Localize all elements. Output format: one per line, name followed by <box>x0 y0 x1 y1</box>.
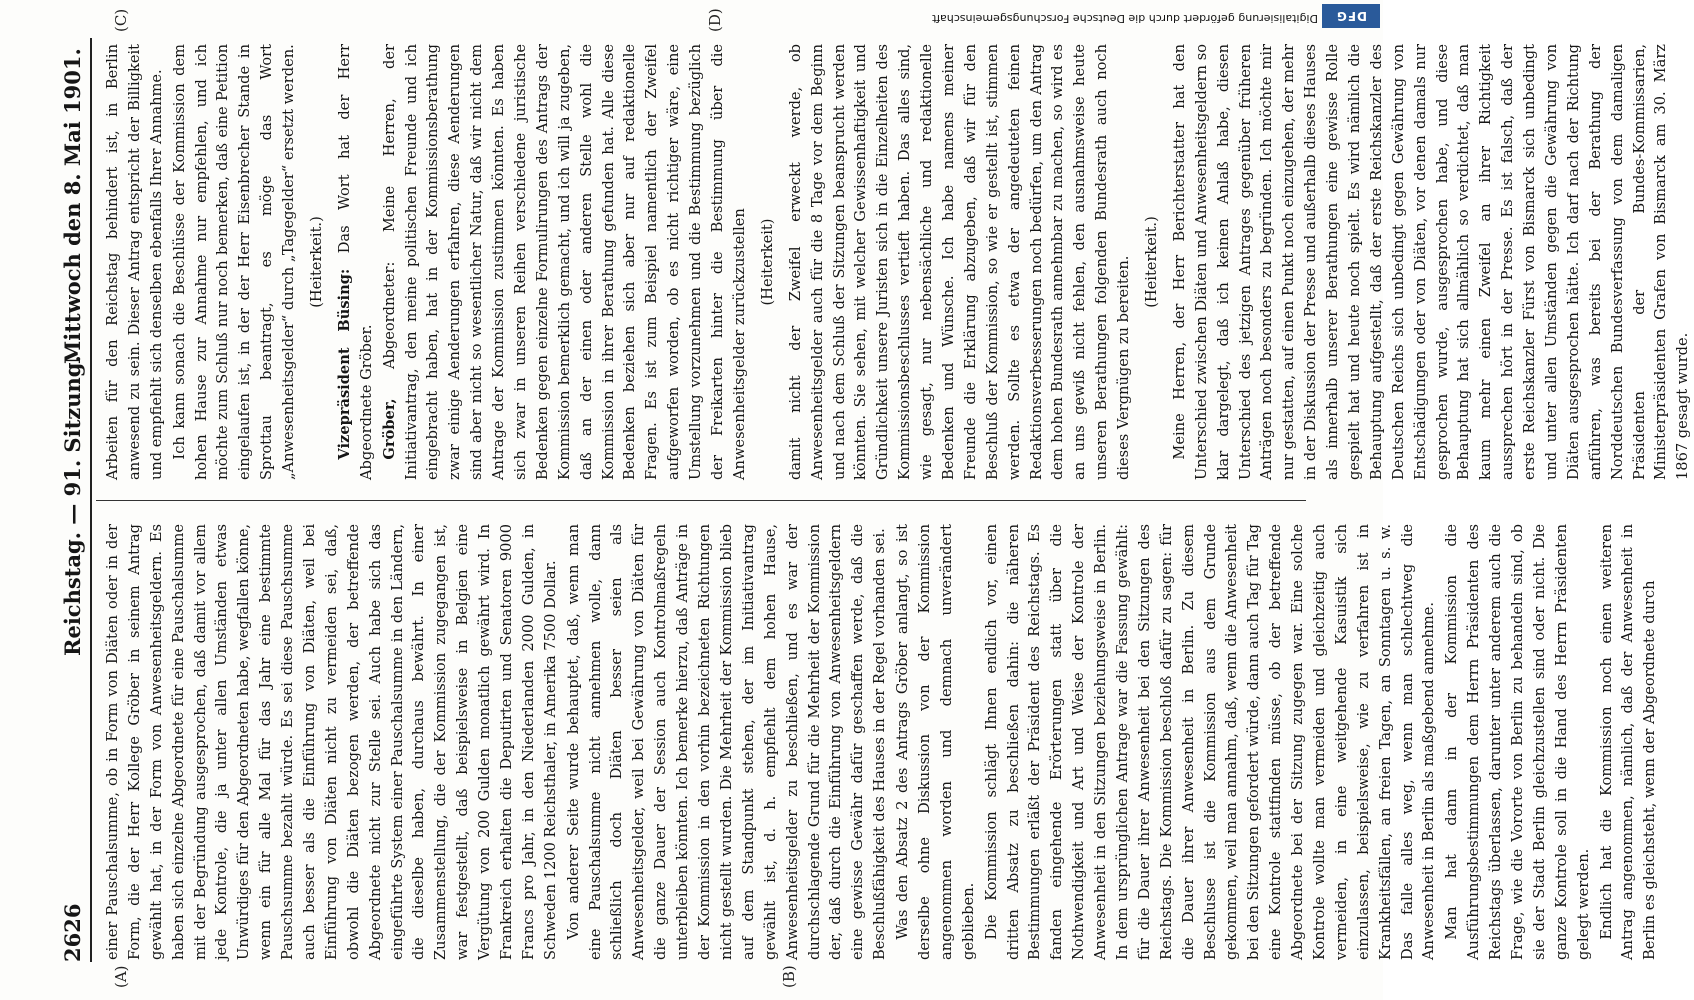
paragraph: Man hat dann in der Kommission die Ausführungsbestimmungen dem Herrn Präsidenten des Reichstags überlassen, darunter unter anderem auch die Frage, wie die Vororte von Berlin zu behandeln sind, ob sie der Stadt Berlin gleichzustellen sind oder nicht. Die ganze Kontrole soll in die Hand des Herrn Präsidenten gelegt werden. <box>1443 524 1592 960</box>
funding-credit: Digitalisierung gefördert durch die Deutsche Forschungsgemeinschaft <box>932 12 1318 25</box>
speaker-name: Vizepräsident Büsing: <box>335 268 353 460</box>
column-divider <box>96 500 1306 501</box>
paragraph: einer Pauschalsumme, ob in Form von Diäten oder in der Form, die der Herr Kollege Gröber in seinem Antrag gewählt hat, in der Form von Anwesenheitsgeldern. Es haben sich einzelne Abgeordnete für eine Pauschalsumme mit der Begründung ausgesprochen, daß damit vor allem jede Kontrole, die ja unter allen Umständen etwas Unwürdiges für den Abgeordneten habe, wegfallen könne, wenn ein für alle Mal für das Jahr eine bestimmte Pauschsumme bezahlt würde. Es sei diese Pauschsumme auch besser als die Einführung von Diäten, weil bei Einführung von Diäten nicht zu vermeiden sei, daß, obwohl die Diäten bezogen werden, der betreffende Abgeordnete nicht zur Stelle sei. Auch habe sich das eingeführte System einer Pauschalsumme in den Ländern, die dieselbe haben, durchaus bewährt. In einer Zusammenstellung, die der Kommission zugegangen ist, war festgestellt, daß beispielsweise in Belgien eine Vergütung von 200 Gulden monatlich gewährt wird. In Frankreich erhalten die Deputirten und Senatoren 9000 Francs pro Jahr, in den Niederlanden 2000 Gulden, in Schweden 1200 Reichsthaler, in Amerika 7500 Dollar. <box>104 524 559 960</box>
speaker-paragraph <box>379 44 751 480</box>
margin-marker-a: (A) <box>112 965 130 988</box>
left-column <box>102 524 1659 960</box>
speaker-name: Gröber, <box>380 398 398 460</box>
interjection: (Heiterkeit) <box>758 218 776 306</box>
interjection: (Heiterkeit.) <box>1142 216 1160 308</box>
dfg-logo: DFG <box>1322 4 1380 28</box>
header-title-left: Reichstag. — 91. Sitzung. <box>60 355 85 656</box>
page-number: 2626 <box>60 903 85 962</box>
paragraph: Meine Herren, der Herr Berichterstatter hat den Unterschied zwischen Diäten und Anwesenheitsgeldern so klar dargelegt, daß ich keinen Anlaß habe, diesen Unterschied des jetzigen Antrages gegenüber früheren Anträgen noch besonders zu begründen. Ich möchte mir nur gestatten, auf einen Punkt noch einzugehen, der mehr in der Diskussion der Presse und außerhalb dieses Hauses als innerhalb unserer Berathungen eine gewisse Rolle gespielt hat und heute noch spielt. Es wird nämlich die Behauptung aufgestellt, daß der erste Reichskanzler des Deutschen Reichs sich unbedingt gegen Gewährung von Entschädigungen oder von Diäten, vor denen damals nur gesprochen wurde, ausgesprochen habe, und diese Behauptung hat sich allmählich so verdichtet, daß man kaum mehr einen Zweifel an ihrer Richtigkeit aussprechen hört in der Presse. Es ist falsch, daß der erste Reichskanzler Fürst von Bismarck sich unbedingt und unter allen Umständen gegen die Gewährung von Diäten ausgesprochen hätte. Ich darf nach der Richtung anführen, was bereits bei der Berathung der Norddeutschen Bundesverfassung von dem damaligen Präsidenten der Bundes-Kommissarien, Ministerpräsidenten Grafen von Bismarck am 30. März 1867 gesagt wurde. <box>1170 44 1692 480</box>
speaker-paragraph <box>334 44 378 480</box>
paragraph: damit nicht der Zweifel erweckt werde, ob Anwesenheitsgelder auch für die 8 Tage vor dem Beginn und nach dem Schluß der Sitzungen beansprucht werden könnten. Sie sehen, mit welcher Gewissenhaftigkeit und Gründlichkeit unsere Juristen sich in die Einzelheiten des Kommissionsbeschlusses vertieft haben. Das alles sind, wie gesagt, nur nebensächliche und redaktionelle Bedenken und Wünsche. Ich habe namens meiner Freunde die Erklärung abzugeben, daß wir für den Beschluß der Kommission, so wie er gestellt ist, stimmen werden. Sollte es etwa der angedeuteten feinen Redaktionsverbesserungen noch bedürfen, um den Antrag dem hohen Bundesrath annehmbar zu machen, so wird es an uns gewiß nicht fehlen, den ausnahmsweise heute unseren Berathungen folgenden Bundesrath auch noch dieses Vergnügen zu bereiten. <box>786 44 1133 480</box>
speaker-text: Das Wort hat der Herr Abgeordnete Gröber. <box>335 44 375 480</box>
margin-marker-d: (D) <box>706 8 724 32</box>
paragraph: Endlich hat die Kommission noch einen weiteren Antrag angenommen, nämlich, daß der Anwesenheit in Berlin es gleichsteht, wenn der Abgeordnete durch <box>1597 524 1659 960</box>
interjection: (Heiterkeit.) <box>308 216 326 308</box>
paragraph: Von anderer Seite wurde behauptet, daß, wenn man eine Pauschalsumme nicht annehmen wolle, dann schließlich doch Diäten besser seien als Anwesenheitsgelder, weil bei Gewährung von Diäten für die ganze Dauer der Session auch Kontrolmaßregeln unterbleiben könnten. Ich bemerke hierzu, daß Anträge in der Kommission in den vorhin bezeichneten Richtungen nicht gestellt wurden. Die Mehrheit der Kommission blieb auf dem Standpunkt stehen, der im Initiativantrag gewählt ist, d. h. empfiehlt dem hohen Hause, Anwesenheitsgelder zu beschließen, und es war der durchschlagende Grund für die Mehrheit der Kommission der, daß durch die Einführung von Anwesenheitsgeldern eine gewisse Gewähr dafür geschaffen werde, daß die Beschlußfähigkeit des Hauses in der Regel vorhanden sei. <box>564 524 889 960</box>
margin-marker-c: (C) <box>112 8 130 32</box>
running-head <box>56 38 92 962</box>
paragraph: Arbeiten für den Reichstag behindert ist, in Berlin anwesend zu sein. Dieser Antrag entspricht der Billigkeit und empfiehlt sich denselben ebenfalls Ihrer Annahme. <box>104 44 165 480</box>
right-column <box>102 44 1692 480</box>
margin-marker-b: (B) <box>780 965 798 988</box>
header-title-right: Mittwoch den 8. Mai 1901. <box>60 48 85 364</box>
speaker-text: Abgeordneter: Meine Herren, der Initiativantrag, den meine politischen Freunde und ich eingebracht haben, hat in der Kommissionsberathung zwar einige Aenderungen erfahren, diese Aenderungen sind aber nicht so wesentlicher Natur, daß wir nicht dem Antrage der Kommission zustimmen könnten. Es haben sich zwar in unseren Reihen verschiedene juristische Bedenken gegen einzelne Formulirungen des Antrags der Kommission bemerklich gemacht, und ich will ja zugeben, daß an der einen oder anderen Stelle wohl die Kommission in ihrer Berathung gefunden hat. Alle diese Bedenken beziehen sich aber nur auf redaktionelle Fragen. Es ist zum Beispiel namentlich der Zweifel aufgeworfen worden, ob es nicht richtiger wäre, eine Umstellung vorzunehmen und die Bestimmung bezüglich der Freikarten hinter die Bestimmung über die Anwesenheitsgelder zurückzustellen <box>380 44 748 480</box>
paragraph: Die Kommission schlägt Ihnen endlich vor, einen dritten Absatz zu beschließen dahin: die näheren Bestimmungen erläßt der Präsident des Reichstags. Es fanden eingehende Erörterungen statt über die Nothwendigkeit und Art und Weise der Kontrole der Anwesenheit in den Sitzungen beziehungsweise in Berlin. In dem ursprünglichen Antrage war die Fassung gewählt: für die Dauer ihrer Anwesenheit bei den Sitzungen des Reichstags. Die Kommission beschloß dafür zu sagen: für die Dauer ihrer Anwesenheit in Berlin. Zu diesem Beschlusse ist die Kommission aus dem Grunde gekommen, weil man annahm, daß, wenn die Anwesenheit bei den Sitzungen gefordert würde, dann auch Tag für Tag eine Kontrole stattfinden müsse, ob der betreffende Abgeordnete bei der Sitzung zugegen war. Eine solche Kontrole wollte man vermeiden und gleichzeitig auch vermeiden, in eine weitgehende Kasuistik sich einzulassen, beispielsweise, wie zu verfahren ist in Krankheitsfällen, an freien Tagen, an Sonntagen u. s. w. Das falle alles weg, wenn man schlechtweg die Anwesenheit in Berlin als maßgebend annehme. <box>982 524 1438 960</box>
paragraph: Was den Absatz 2 des Antrags Gröber anlangt, so ist derselbe ohne Diskussion von der Kommission angenommen worden und demnach unverändert geblieben. <box>894 524 977 960</box>
paragraph: Ich kann sonach die Beschlüsse der Kommission dem hohen Hause zur Annahme nur empfehlen, und ich möchte zum Schluß nur noch bemerken, daß eine Petition eingelaufen ist, in der der Herr Eisenbrecher Stande in Sprottau beantragt, es möge das Wort „Anwesenheitsgelder“ durch „Tagegelder“ ersetzt werden. <box>170 44 298 480</box>
